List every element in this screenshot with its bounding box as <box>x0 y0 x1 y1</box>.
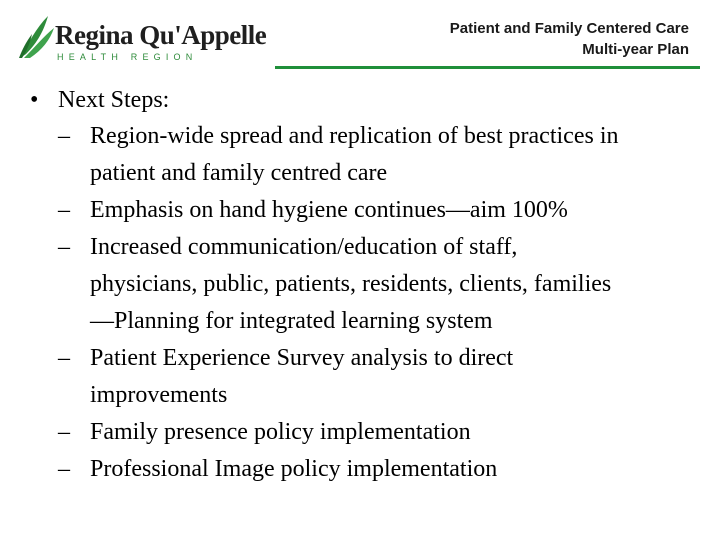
list-item <box>30 414 710 451</box>
dash-symbol: – <box>58 197 70 223</box>
item-line: Professional Image policy implementation <box>90 456 498 482</box>
bullet-heading: Next Steps: <box>58 87 170 113</box>
item-line: —Planning for integrated learning system <box>90 308 493 334</box>
list-item <box>30 118 710 192</box>
main-bullet <box>30 84 710 116</box>
regina-quappelle-logo <box>18 14 267 64</box>
list-item <box>30 340 710 414</box>
item-line: improvements <box>90 382 228 408</box>
header-rule <box>275 66 700 69</box>
dash-symbol: – <box>58 234 70 260</box>
list-item <box>30 192 710 229</box>
item-line: Emphasis on hand hygiene continues—aim 100% <box>90 197 568 223</box>
logo-subtitle: HEALTH REGION <box>57 52 198 62</box>
item-line: patient and family centred care <box>90 160 388 186</box>
bullet-symbol: • <box>30 87 39 113</box>
list-item <box>30 451 710 488</box>
item-line: Increased communication/education of staff, <box>90 234 518 260</box>
slide-title <box>450 18 689 60</box>
dash-symbol: – <box>58 419 70 445</box>
logo-name: Regina Qu'Appelle <box>55 20 267 50</box>
dash-symbol: – <box>58 123 70 149</box>
next-steps-list <box>30 118 710 488</box>
item-line: Family presence policy implementation <box>90 419 471 445</box>
dash-symbol: – <box>58 456 70 482</box>
title-line-1: Patient and Family Centered Care <box>449 20 689 37</box>
slide-content <box>30 84 710 488</box>
list-item <box>30 229 710 340</box>
item-line: physicians, public, patients, residents, clients, families <box>90 271 612 297</box>
item-line: Region-wide spread and replication of best practices in <box>90 123 619 149</box>
dash-symbol: – <box>58 345 70 371</box>
item-line: Patient Experience Survey analysis to direct <box>90 345 514 371</box>
title-line-2: Multi-year Plan <box>582 41 689 58</box>
wheat-leaf-icon <box>18 14 58 60</box>
